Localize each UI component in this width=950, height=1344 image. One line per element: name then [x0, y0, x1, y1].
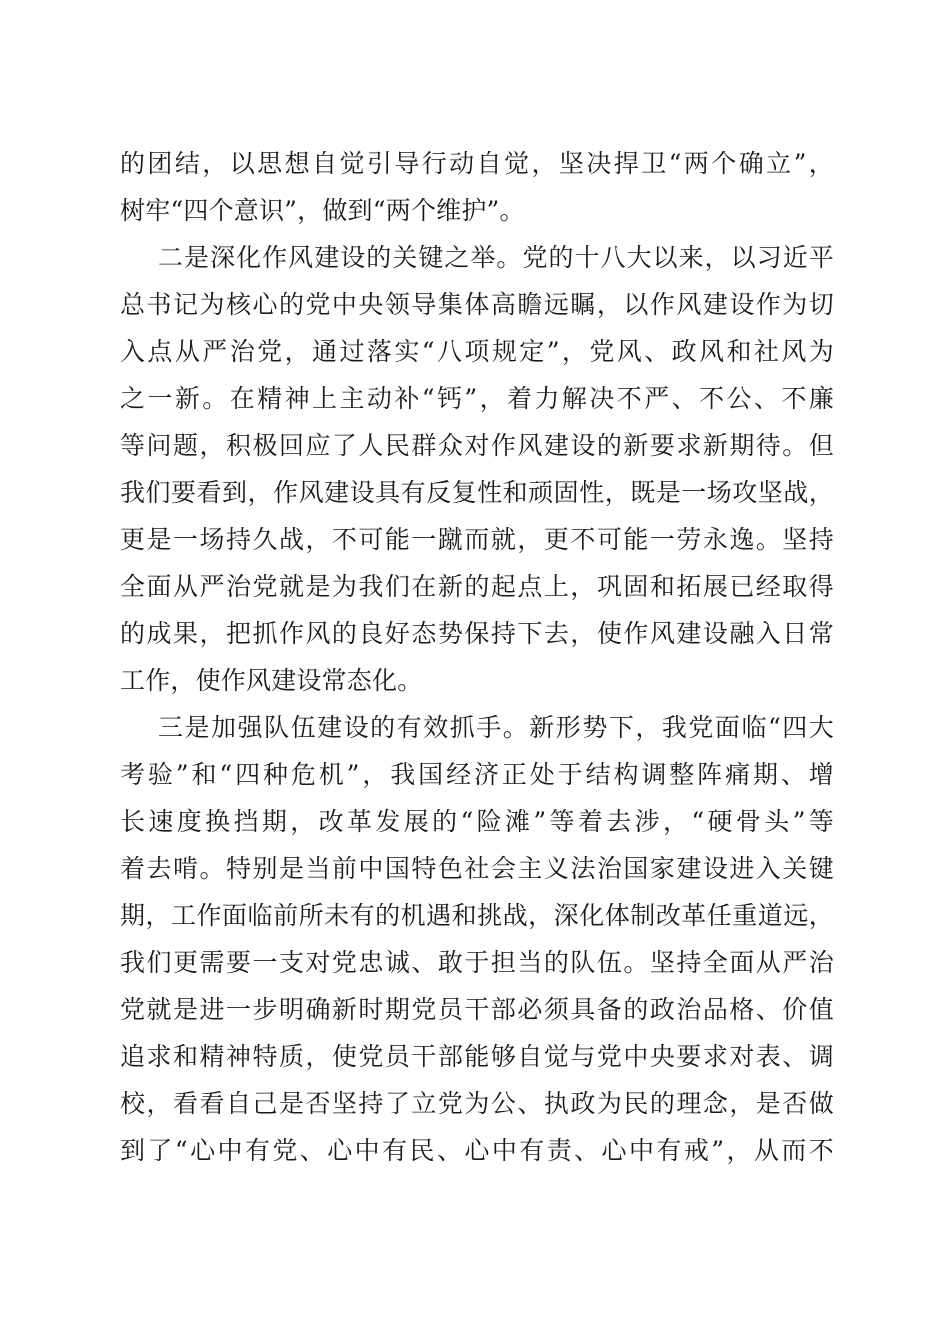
paragraph-1: [120, 140, 834, 234]
paragraph-line: 二是深化作风建设的关键之举。党的十八大以来，以习近平: [158, 243, 834, 272]
paragraph-line: 总书记为核心的党中央领导集体高瞻远瞩，以作风建设作为切: [120, 290, 834, 319]
paragraph-line: 期，工作面临前所未有的机遇和挑战，深化体制改革任重道远，: [120, 901, 834, 930]
paragraph-line: 树牢“四个意识”，做到“两个维护”。: [120, 196, 525, 225]
paragraph-line: 更是一场持久战，不可能一蹴而就，更不可能一劳永逸。坚持: [120, 525, 834, 554]
paragraph-line: 党就是进一步明确新时期党员干部必须具备的政治品格、价值: [120, 995, 834, 1024]
paragraph-line: 追求和精神特质，使党员干部能够自觉与党中央要求对表、调: [120, 1042, 834, 1071]
paragraph-line: 工作，使作风建设常态化。: [120, 666, 423, 695]
paragraph-line: 长速度换挡期，改革发展的“险滩”等着去涉，“硬骨头”等: [120, 807, 834, 836]
paragraph-line: 等问题，积极回应了人民群众对作风建设的新要求新期待。但: [120, 431, 834, 460]
paragraph-line: 之一新。在精神上主动补“钙”，着力解决不严、不公、不廉: [120, 384, 834, 413]
paragraph-line: 考验”和“四种危机”，我国经济正处于结构调整阵痛期、增: [120, 760, 834, 789]
paragraph-line: 到了“心中有党、心中有民、心中有责、心中有戒”，从而不: [120, 1136, 834, 1165]
paragraph-line: 我们更需要一支对党忠诚、敢于担当的队伍。坚持全面从严治: [120, 948, 834, 977]
paragraph-line: 入点从严治党，通过落实“八项规定”，党风、政风和社风为: [120, 337, 834, 366]
paragraph-line: 的成果，把抓作风的良好态势保持下去，使作风建设融入日常: [120, 619, 834, 648]
document-body: [120, 140, 834, 1174]
paragraph-line: 校，看看自己是否坚持了立党为公、执政为民的理念，是否做: [120, 1089, 834, 1118]
paragraph-2: [120, 234, 834, 704]
paragraph-line: 着去啃。特别是当前中国特色社会主义法治国家建设进入关键: [120, 854, 834, 883]
paragraph-3: [120, 704, 834, 1174]
paragraph-line: 全面从严治党就是为我们在新的起点上，巩固和拓展已经取得: [120, 572, 834, 601]
paragraph-line: 三是加强队伍建设的有效抓手。新形势下，我党面临“四大: [158, 713, 834, 742]
paragraph-line: 我们要看到，作风建设具有反复性和顽固性，既是一场攻坚战，: [120, 478, 834, 507]
paragraph-line: 的团结，以思想自觉引导行动自觉，坚决捍卫“两个确立”，: [120, 149, 834, 178]
